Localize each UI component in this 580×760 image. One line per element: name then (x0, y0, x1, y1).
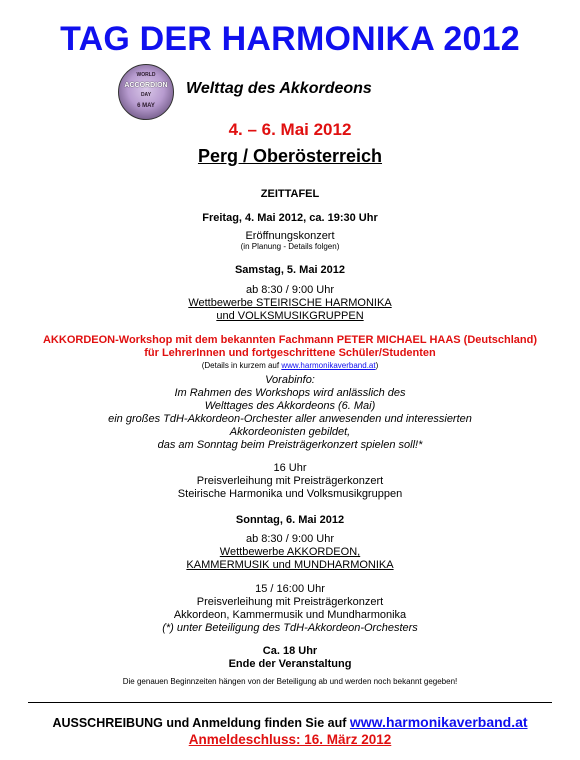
logo-text-accordion: ACCORDION (124, 82, 168, 89)
subtitle: Welttag des Akkordeons (186, 80, 372, 97)
workshop-details (0, 361, 580, 370)
logo-text-world: WORLD (136, 72, 156, 78)
saturday-award-line2: Steirische Harmonika und Volksmusikgruppen (177, 488, 403, 500)
details-suffix: ) (375, 361, 379, 370)
info-line1: Im Rahmen des Workshops wird anlässlich des (174, 387, 406, 399)
disclaimer: Die genauen Beginnzeiten hängen von der Beteiligung ab und werden noch bekannt gegeben! (122, 677, 458, 686)
friday-event: Eröffnungskonzert (245, 230, 335, 242)
logo-text-date: 6 MAY (137, 103, 155, 109)
saturday-heading: Samstag, 5. Mai 2012 (234, 264, 346, 276)
event-dates: 4. – 6. Mai 2012 (228, 120, 352, 139)
saturday-competition-line1: Wettbewerbe STEIRISCHE HARMONIKA (188, 297, 392, 309)
saturday-award-time: 16 Uhr (273, 462, 307, 474)
sunday-award-line3: (*) unter Beteiligung des TdH-Akkordeon-Orchesters (162, 622, 418, 634)
info-line3: ein großes TdH-Akkordeon-Orchester aller anwesenden und interessierten (108, 413, 472, 425)
workshop-line2: für LehrerInnen und fortgeschrittene Schüler/Studenten (144, 347, 436, 359)
registration-link[interactable]: www.harmonikaverband.at (349, 714, 528, 730)
info-line5: das am Sonntag beim Preisträgerkonzert spielen soll!* (157, 439, 423, 451)
sunday-award-line2: Akkordeon, Kammermusik und Mundharmonika (173, 609, 407, 621)
friday-heading: Freitag, 4. Mai 2012, ca. 19:30 Uhr (202, 212, 378, 224)
logo-text-day: DAY (140, 92, 152, 98)
divider (28, 702, 552, 703)
registration-deadline: Anmeldeschluss: 16. März 2012 (188, 732, 392, 747)
info-heading: Vorabinfo: (265, 374, 315, 386)
details-prefix: (Details in kurzem auf (201, 361, 282, 370)
info-line4: Akkordeonisten gebildet, (229, 426, 351, 438)
event-location: Perg / Oberösterreich (197, 146, 383, 166)
registration-info (0, 714, 580, 730)
end-event: Ende der Veranstaltung (228, 658, 352, 670)
sunday-competition-line2: KAMMERMUSIK und MUNDHARMONIKA (186, 559, 394, 571)
sunday-award-time: 15 / 16:00 Uhr (255, 583, 325, 595)
info-line2: Welttages des Akkordeons (6. Mai) (204, 400, 376, 412)
workshop-line1: AKKORDEON-Workshop mit dem bekannten Fachmann PETER MICHAEL HAAS (Deutschland) (42, 334, 538, 346)
registration-text: AUSSCHREIBUNG und Anmeldung finden Sie auf (52, 716, 350, 730)
saturday-time: ab 8:30 / 9:00 Uhr (245, 284, 335, 296)
friday-note: (in Planung - Details folgen) (240, 242, 340, 251)
details-link[interactable]: www.harmonikaverband.at (281, 361, 376, 370)
saturday-award-line1: Preisverleihung mit Preisträgerkonzert (196, 475, 384, 487)
page-title: TAG DER HARMONIKA 2012 (60, 20, 520, 58)
sunday-heading: Sonntag, 6. Mai 2012 (235, 514, 345, 526)
sunday-competition-line1: Wettbewerbe AKKORDEON, (219, 546, 361, 558)
sunday-time: ab 8:30 / 9:00 Uhr (245, 533, 335, 545)
sunday-award-line1: Preisverleihung mit Preisträgerkonzert (196, 596, 384, 608)
saturday-competition-line2: und VOLKSMUSIKGRUPPEN (216, 310, 364, 322)
end-time: Ca. 18 Uhr (262, 645, 318, 657)
world-accordion-day-logo (118, 64, 174, 120)
schedule-heading: ZEITTAFEL (260, 188, 320, 200)
